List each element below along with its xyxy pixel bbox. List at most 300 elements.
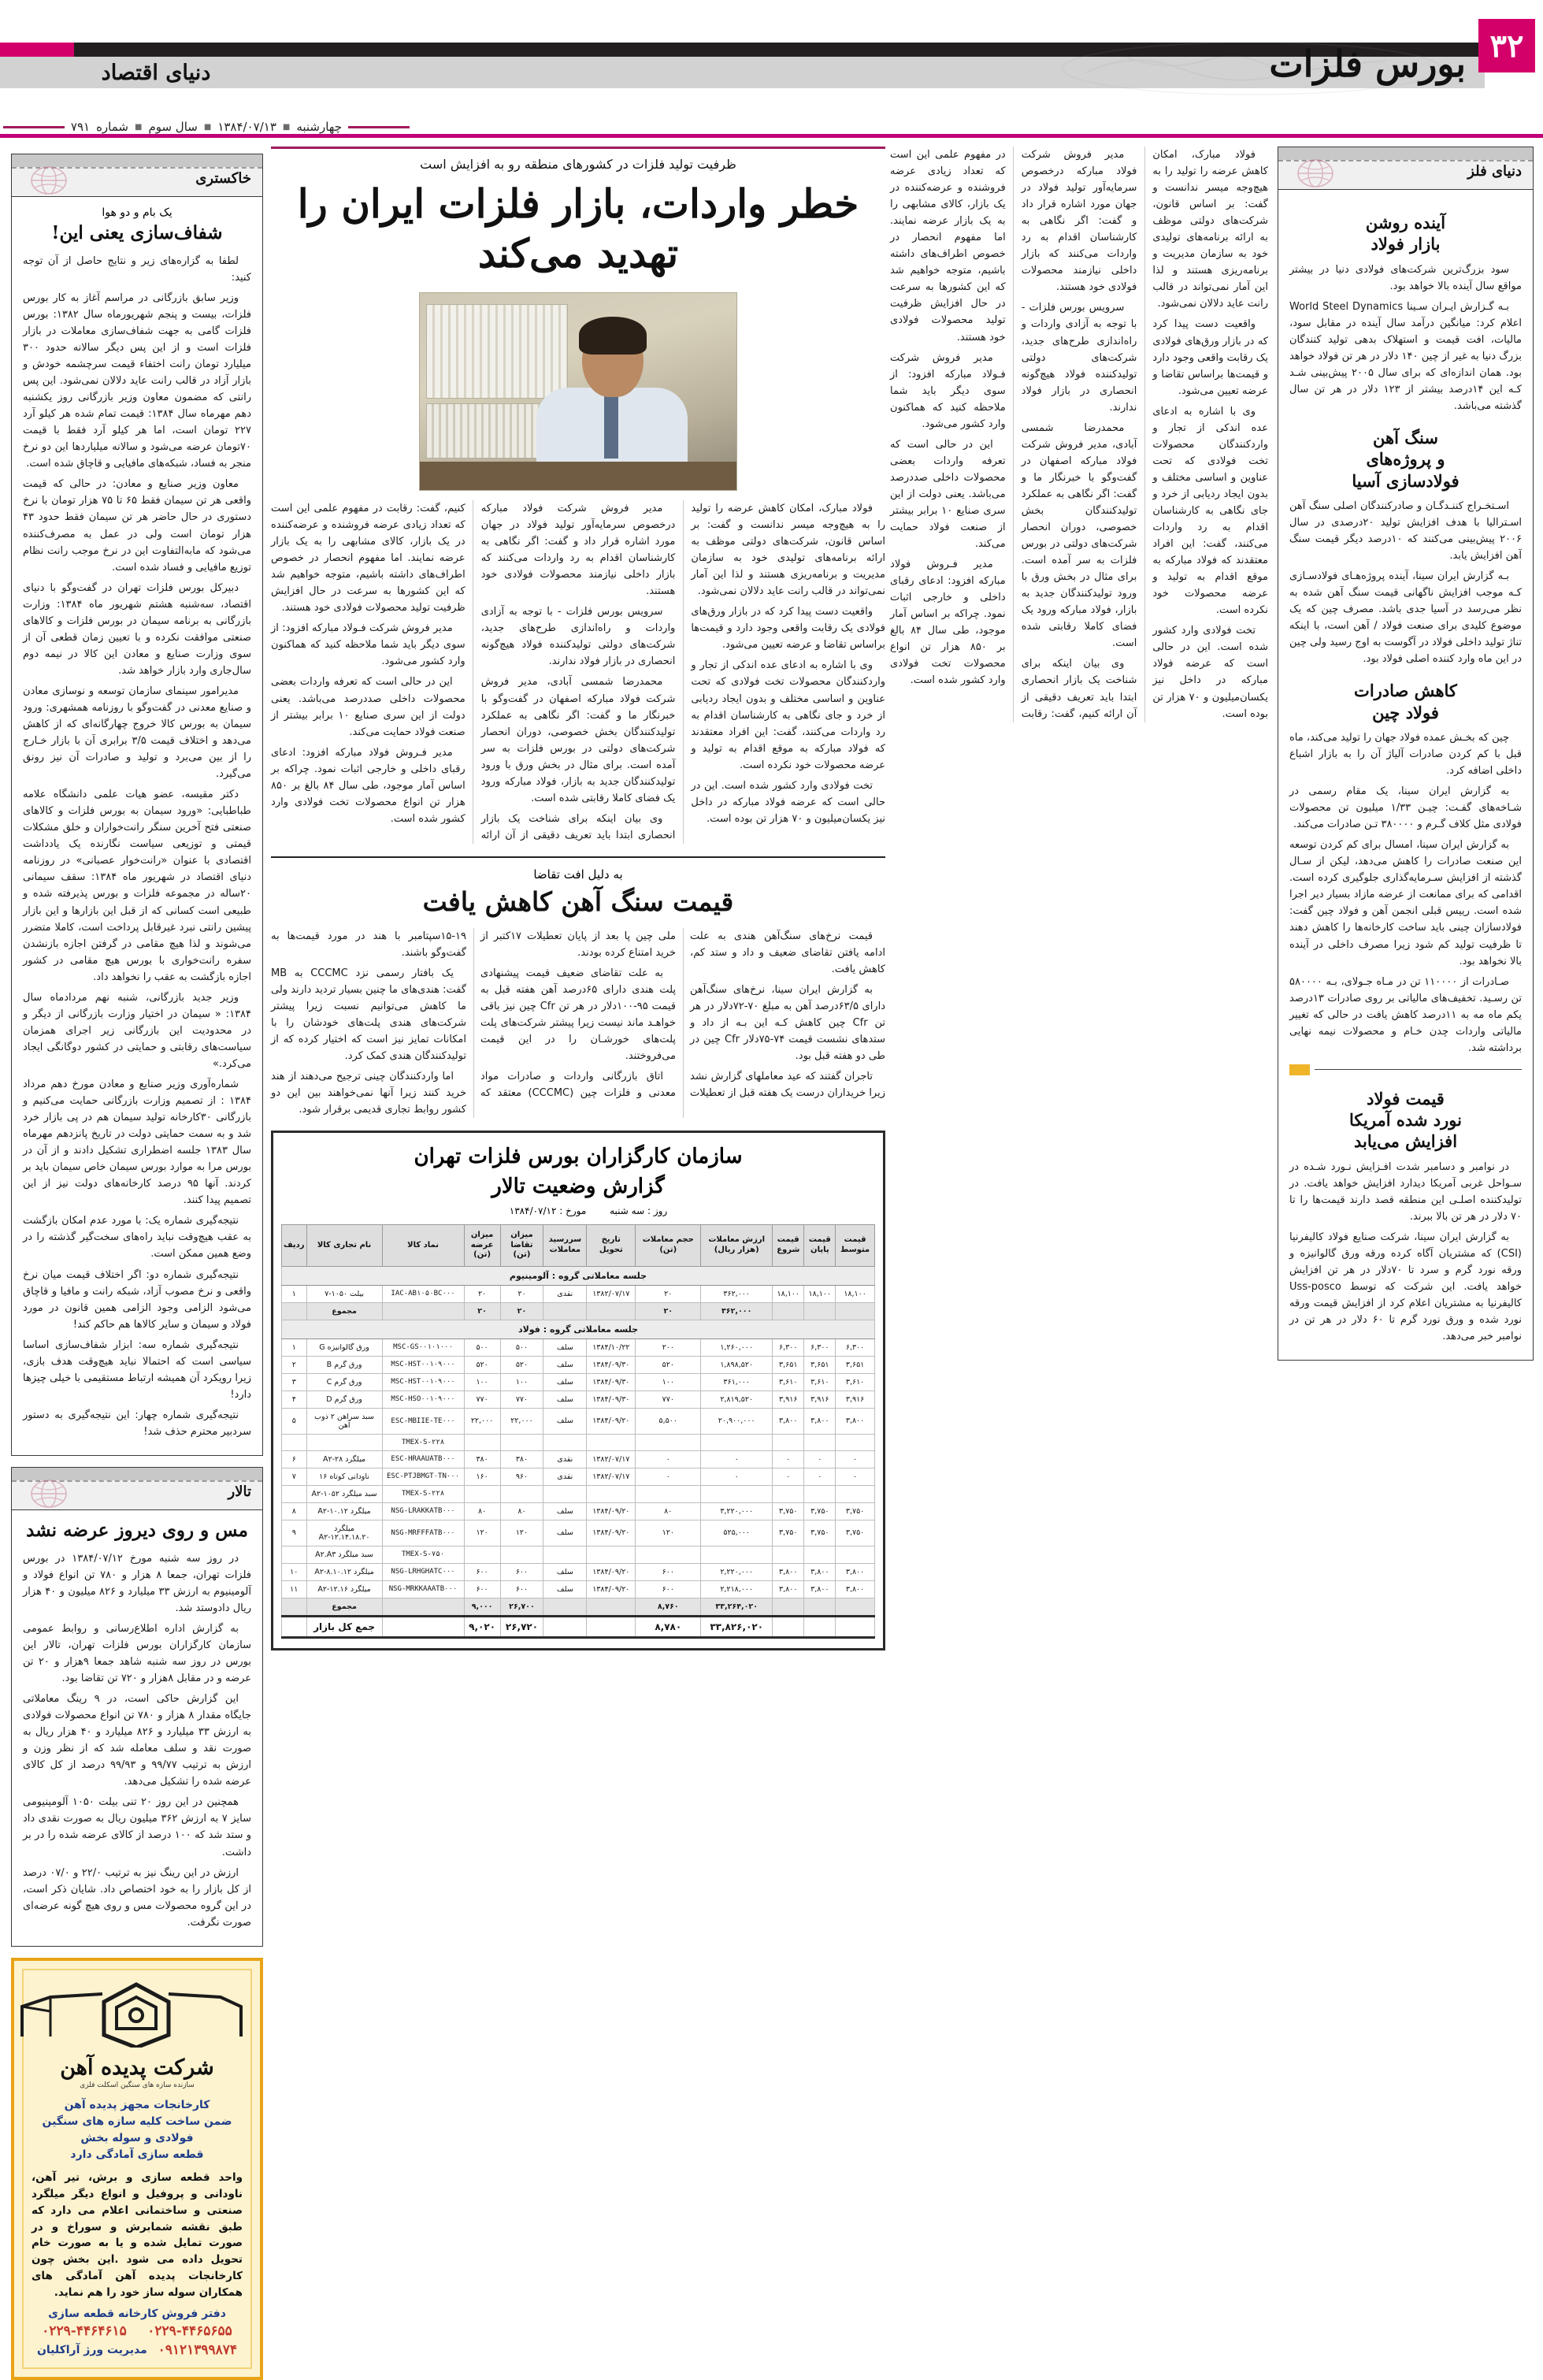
- table-cell: ۵۰۰: [464, 1339, 500, 1356]
- dateline-year: سال سوم: [148, 120, 198, 134]
- paragraph: این گزارش حاکی است، در ۹ رینگ معاملاتی جایگاه مقدار ۸ هزار و ۷۸۰ تن انواع محصولات فولادی به ارزش ۳۳ میلیارد و ۸۲۶ میلیارد و ۴۰ هزار ریال به صورت نقد و سلف معامله شد که از نظر وزن و ارزش به ترتیب ۹۹/۷۷ و ۹۹/۹۳ درصد از کل کالای عرضه شده را تشکیل می‌دهد.: [23, 1693, 251, 1788]
- table-cell: ۵۰۰: [500, 1339, 543, 1356]
- paragraph: نتیجه‌گیری شماره سه: ابزار شفاف‌سازی اساسا سیاسی است که احتمالا نباید هیچ‌وقت هدف بازی، زیرا رویکرد آن همیشه ارتباط مستقیمی با خیلی چیزها دارد!: [23, 1339, 251, 1401]
- paragraph: شماره‌آوری وزیر صنایع و معادن مورخ دهم مرداد ۱۳۸۴ : از تصمیم وزارت بازرگانی حمایت می‌کنیم و بازرگانی ۳۰کارخانه تولید سیمان هم در پی بازار خرد شد و به سمت حمایتی دولت در تاریخ پانزدهم مهرماه سال ۱۳۸۳ جلسه اضطراری تشکیل دادند و از آن در بورس مرا به موارد بورس سیمان خاص سیمان باید بر کردند. آنها ۹۵ درصد کارخانه‌های دولت نیز از این تصمیم پیدا کنند.: [23, 1079, 252, 1207]
- table-cell: IAC-AB۱۰۵۰BC۰۰۰: [382, 1285, 464, 1302]
- paragraph: در روز سه شنبه مورخ ۱۳۸۴/۰۷/۱۲ در بورس فلزات تهران، جمعا ۸ هزار و ۷۸۰ تن انواع فولاد و آلومینیوم به ارزش ۳۳ میلیارد و ۸۲۶ میلیون و ۴۰ هزار ریال دادوستد شد.: [23, 1552, 251, 1614]
- table-cell: ۸۰: [464, 1502, 500, 1520]
- table-cell: ۲۰: [464, 1302, 500, 1320]
- table-date: مورخ : ۱۳۸۴/۰۷/۱۲: [509, 1205, 587, 1217]
- table-cell: NSG-LRHGHATC۰۰۰: [382, 1563, 464, 1580]
- table-cell: NSG-LRAKKATB۰۰۰: [382, 1502, 464, 1520]
- table-cell: میلگرد A۲-۸.۱۰.۱۲: [306, 1563, 382, 1580]
- table-cell: ۱۲۰: [464, 1520, 500, 1546]
- table-cell: ۲۰: [464, 1285, 500, 1302]
- table-summary-row: [282, 1302, 875, 1320]
- table-cell: [836, 1598, 875, 1616]
- table-cell: سلف: [543, 1373, 587, 1390]
- table-cell: ۳,۷۵۰: [804, 1520, 836, 1546]
- table-title-line-2: گزارش وضعیت تالار: [491, 1175, 665, 1199]
- table-cell: ۱۳۸۴/۰۹/۲۰: [587, 1563, 636, 1580]
- table-cell: نقدی: [543, 1285, 587, 1302]
- table-col-header: میزان عرضه (تن): [464, 1225, 500, 1267]
- table-cell: ۵,۵۰۰: [636, 1408, 701, 1434]
- table-col-header: ردیف: [282, 1225, 307, 1267]
- table-cell: ۳,۶۱۰: [836, 1373, 875, 1390]
- table-cell: ۶۰۰: [500, 1563, 543, 1580]
- table-cell: ۳: [282, 1373, 307, 1390]
- table-cell: ۱: [282, 1285, 307, 1302]
- table-cell: [836, 1485, 875, 1502]
- paragraph: تاجران گفتند که عید معاملهای گزارش نشد زیرا خریداران درست یک هفته قبل از تعطیلات ملی چین پا بعد از پایان تعطیلات ۱۷کتبر از خرید امتناع کرده بودند.: [480, 930, 885, 1100]
- table-cell: [587, 1302, 636, 1320]
- yellow-square-icon: [1289, 1064, 1310, 1075]
- table-cell: ۱۳۸۴/۰۹/۳۰: [587, 1390, 636, 1408]
- table-cell: ۵۲۰: [464, 1356, 500, 1373]
- table-cell: سبد سراهن ۲ ذوب آهن: [306, 1408, 382, 1434]
- table-row: [282, 1502, 875, 1520]
- table-cell: [500, 1485, 543, 1502]
- table-cell: ۳۸۰: [464, 1450, 500, 1468]
- table-cell: [587, 1616, 636, 1637]
- advert-phone-2: ۰۲۲۹-۴۴۶۴۶۱۵: [42, 2323, 127, 2340]
- sidebar-paragraph: بـه گـزارش ایـران سـینا World Steel Dynamics اعلام کرد: میانگین درآمد سال آینده در مقابل سود، مالیات، افت قیمت و استهلاک بدهی تولید کنندگان بزرگ دنیا به غیر از چین ۱۴۰ دلار در هر تن فولاد خواهد بود. همان اندازه‌ای که برای سال ۲۰۰۵ پیش‌بینی شـد کـه این ۱۴درصد بیشتر از ۱۲۳ دلار در هر تن سال گذشته می‌باشد.: [1289, 300, 1522, 412]
- table-cell: ۱۰: [282, 1563, 307, 1580]
- table-cell: [382, 1302, 464, 1320]
- table-cell: ۱: [282, 1339, 307, 1356]
- sidebar-paragraph: اسـتخـراج کننـدگـان و صادرکنندگان اصلی سنگ آهن اسـترالیا با هدف افزایش تولید ۲۰درصدی در سال ۲۰۰۶ پیش‌بینی می‌کنند که ۱۰درصد دیگر قیمت سنگ آهن افزایش یابد.: [1289, 499, 1522, 563]
- table-cell: ۳,۸۰۰: [836, 1563, 875, 1580]
- paragraph: قیمت نرخ‌های سنگ‌آهن هندی به علت ادامه یافتن تقاضای ضعیف و داد و ستد کم، کاهش یافت.: [690, 930, 885, 976]
- far-right-sidebar: [1278, 147, 1534, 1361]
- table-cell: ۲۲,۰۰۰: [464, 1408, 500, 1434]
- table-cell: مجموع: [306, 1598, 382, 1616]
- table-cell: [587, 1434, 636, 1450]
- advert-phone-row: [32, 2323, 243, 2339]
- table-cell: ۹,۰۲۰: [464, 1616, 500, 1637]
- table-cell: ۰: [804, 1450, 836, 1468]
- talar-label: تالار: [228, 1483, 251, 1500]
- table-cell: ۳۶۲,۰۰۰: [701, 1285, 773, 1302]
- table-cell: ۰: [636, 1468, 701, 1485]
- paragraph: فولاد مبارک، امکان کاهش عرضه را تولید را به هیچ‌وجه میسر ندانست و گفت: بر اساس قانون، شرکت‌های دولتی موظف به ارائه برنامه‌های تولیدی خود به سازمان مدیریت و برنامه‌ریزی هستند و لذا این آمار نمی‌تواند در قالب رانت عاید دلالان نمی‌شود.: [691, 503, 885, 598]
- table-group-label: جلسه معاملاتی گروه : آلومینیوم: [282, 1266, 875, 1285]
- table-cell: ۱۶۰: [464, 1468, 500, 1485]
- table-cell: [773, 1546, 804, 1563]
- table-cell: ۰: [636, 1450, 701, 1468]
- right-column-body: [890, 147, 1268, 722]
- paragraph: نتیجه‌گیری شماره یک: با مورد عدم امکان بازگشت به عقب هیچ‌وقت نباید راه‌های سخت‌گیر گذشته را در وضع همین ممکن است.: [23, 1215, 251, 1261]
- bourse-table-panel: [271, 1131, 885, 1650]
- paragraph: مدیر فروش شرکت فـولاد مبارکه افزود: از سوی دیگر باید شما ملاحظه کنید که هماکنون وارد کشور می‌شود.: [271, 622, 465, 668]
- table-cell: ۲۰: [636, 1285, 701, 1302]
- table-cell: ۵۲۰: [636, 1356, 701, 1373]
- table-cell: ۲,۸۱۹,۵۲۰: [701, 1390, 773, 1408]
- table-cell: [282, 1546, 307, 1563]
- table-cell: ۰: [804, 1468, 836, 1485]
- table-cell: [836, 1434, 875, 1450]
- table-cell: ۱۸,۱۰۰: [804, 1285, 836, 1302]
- table-group-header: [282, 1266, 875, 1285]
- table-cell: [500, 1434, 543, 1450]
- sidebar-paragraph: در نوامبر و دسامبر شدت افـزایش نـورد شـده در سـواحل غربی آمریکا دیدارد افزایش خواهد یافت. در تولیدکننده اصلـی این منطقه قصد دارند قیمت‌ها را تا ۷۰ دلار در هر تن بالا ببرند.: [1289, 1160, 1522, 1223]
- table-col-header: سررسید معاملات: [543, 1225, 587, 1267]
- table-cell: ۶۰۰: [464, 1580, 500, 1598]
- sidebar-paragraph: به گزارش ایران سینا، یک مقام رسمی در شـاخه‌های گفـت: چیـن ۱/۳۳ میلیون تن محصولات فولادی مثل کلاف گـرم و ۳۸۰۰۰۰ تـن صادرات می‌کند.: [1289, 785, 1522, 831]
- table-cell: ۰: [701, 1468, 773, 1485]
- table-cell: سلف: [543, 1520, 587, 1546]
- table-cell: ۶۰۰: [636, 1563, 701, 1580]
- globe-icon: [1293, 158, 1338, 188]
- table-cell: ۲,۲۲۰,۰۰۰: [701, 1563, 773, 1580]
- table-cell: ۷۷۰: [500, 1390, 543, 1408]
- sidebar-paragraph: چین که بخـش عمده فولاد جهان را تولید می‌کند، ماه قبل با کم کردن صادرات آلیاژ آن را به بازار اشباع داخلی اضافه کرد.: [1289, 731, 1522, 778]
- masthead-bottom-rule: [0, 134, 1543, 138]
- sidebar-paragraph: به گزارش ایران سینا، امسال برای کم کردن توسعه این صنعت صادرات را کاهش می‌دهد، لیکن از سـال گذشته از افزایش سـرمایه‌گذاری جلوگیری کرده است. اقدامی که برای ممانعت از عرضه مازاد بسیار دیر اجرا شده است. رییس قبلی انجمن آهن و فولاد چین گفت: فولادسازان چینی باید ساخت کارخانه‌ها را کاهش دهند تا ظرفیت تولید کم شود زیرا مصرف داخلی در آینده بالا نخواهد بود.: [1289, 839, 1522, 967]
- table-cell: [773, 1616, 804, 1637]
- sidebar-rule-mark: [1289, 1064, 1522, 1075]
- table-cell: [282, 1485, 307, 1502]
- masthead-pink-block: [0, 43, 74, 57]
- table-cell: [773, 1434, 804, 1450]
- table-cell: ۳,۹۱۶: [836, 1390, 875, 1408]
- table-cell: [636, 1434, 701, 1450]
- paragraph: دکتر مقیسه، عضو هیات علمی دانشگاه علامه طباطبایی: «ورود سیمان به بورس فلزات و کالاهای صنعتی فتح آخرین سنگر رانت‌خواران و خلق مشکلات قیمتی و توزیعی سیاست نگارنده یک یادداشت اقتصادی با عنوان «رانت‌خوار عصبانی» در روزنامه دنیای اقتصاد در شهریور ماه ۱۳۸۴: سقف سیمانی ۲۰ساله در مجموعه فلزات و بورس پذیرفته شده و طبیعی است کسانی که از قبل این بازارها و این بازار پیشین رانتی نبرد غیرقابل پرداخت است، کاملا متضرر می‌شوند و لذا هیچ مقامی در گرفتن اجازه بازنشدن سفره رانت‌خواری با بورس هیچ مقامی در کشور اجازه بازگشت به عقب را نخواهد داد.: [23, 789, 251, 983]
- paragraph: نتیجه‌گیری شماره چهار: این نتیجه‌گیری به دستور سردبیر محترم حذف شد!: [23, 1409, 251, 1438]
- table-cell: ۲: [282, 1356, 307, 1373]
- table-cell: ۱۳۸۲/۰۷/۱۷: [587, 1285, 636, 1302]
- table-row: [282, 1520, 875, 1546]
- lead-top-rule: [271, 147, 885, 149]
- khakestari-kicker: یک بام و دو هوا: [102, 206, 172, 219]
- donyaye-felez-label: دنیای فلز: [1467, 163, 1522, 180]
- table-cell: ۵۲۵,۰۰۰: [701, 1520, 773, 1546]
- table-cell: ۳,۸۰۰: [836, 1408, 875, 1434]
- table-cell: سلف: [543, 1580, 587, 1598]
- table-cell: TMEX-S-۲۲۸: [382, 1434, 464, 1450]
- table-cell: ورق گرم C: [306, 1373, 382, 1390]
- paragraph: یک بافتار رسمی نزد CCCMC به MB گفت: هندی‌های ما چنین بسیار تردید دارند ولی ما کاهش می‌توانیم نسبت زیرا پیشتر شرکت‌های هندی پلت‌های خودشان را با امکانات تمایز نیز است که اختیار کرده که از تولیدکنندگان هندی کمک کرد.: [271, 967, 466, 1063]
- table-cell: [804, 1485, 836, 1502]
- table-cell: ۲۰,۹۰۰,۰۰۰: [701, 1408, 773, 1434]
- talar-panel-body: [12, 1510, 262, 1946]
- table-cell: ۳,۸۰۰: [773, 1563, 804, 1580]
- paper-logo: دنیای اقتصاد: [101, 61, 211, 85]
- table-cell: ۶۰۰: [464, 1563, 500, 1580]
- table-cell: [804, 1546, 836, 1563]
- table-group-header: [282, 1320, 875, 1339]
- paragraph: وی با اشاره به ادعای عده اندکی از تجار و واردکنندگان محصولات تخت فولادی که تحت عناوین و اساسی مختلف و بدون ایجاد ردیابی از خرد و جای نگاهی به کارشناسان اقدام به رد واردات می‌کنند، گفت: این افراد معتقدند که فولاد مبارکه به موقع اقدام به تولید و عرضه محصولات خود نکرده است.: [1152, 405, 1268, 617]
- table-cell: ۱۳۸۴/۰۹/۲۰: [587, 1580, 636, 1598]
- globe-icon: [26, 165, 72, 195]
- khakestari-panel-header: [12, 154, 262, 197]
- table-group-label: جلسه معاملاتی گروه : فولاد: [282, 1320, 875, 1339]
- table-cell: ۷۷۰: [636, 1390, 701, 1408]
- table-grand-total-row: [282, 1616, 875, 1637]
- table-row: [282, 1339, 875, 1356]
- table-cell: ۸,۷۶۰: [636, 1598, 701, 1616]
- table-cell: مجموع: [306, 1302, 382, 1320]
- table-cell: [382, 1616, 464, 1637]
- table-row: [282, 1546, 875, 1563]
- table-cell: ۳,۶۵۱: [804, 1356, 836, 1373]
- advert-line-3: قطعه سازی آمادگی دارد: [70, 2148, 204, 2161]
- lead-body-columns: [271, 500, 885, 844]
- lead-photo: [419, 292, 737, 491]
- paragraph: وی با اشاره به ادعای عده اندکی از تجار و واردکنندگان محصولات تخت فولادی که تحت عناوین و اساسی مختلف و بدون ایجاد ردیابی از خرد و جای نگاهی به کارشناسان اقدام به رد واردات می‌کنند، گفت: این افراد معتقدند که فولاد مبارکه به موقع اقدام به تولید و عرضه محصولات خود نکرده است.: [691, 659, 885, 771]
- table-cell: ۲,۲۱۸,۰۰۰: [701, 1580, 773, 1598]
- table-cell: ۱۳۸۴/۱۰/۲۲: [587, 1339, 636, 1356]
- paragraph: مدیر فـروش فولاد مبارکه افزود: ادعای رقبای داخلی و خارجی اثبات نمود. چراکه بر اساس آمار موجود، طی سال ۸۴ بالغ بر ۸۵۰ هزار تن انواع محصولات تخت فولادی وارد کشور شده است.: [271, 746, 465, 825]
- paragraph: به گزارش ایران سینا، نرخ‌های سنگ‌آهن دارای ۶۳/۵درصد آهن به مبلغ ۷۰-۷۲دلار در هر تن Cfr چین کاهش کـه این بـه از داد و ستدهای نشست قیمت ۷۴-۷۵دلار Cfr چین در طی دو هفته قبل بود.: [690, 984, 885, 1063]
- table-cell: [306, 1434, 382, 1450]
- paragraph: به علت تقاضای ضعیف قیمت پیشنهادی پلت هندی دارای ۶۵درصد آهن هفته قبل به قیمت ۹۵-۱۰۰دلار در هر تن Cfr چین نیز باقی خواهـد ماند نیست زیرا پیشتر شرکت‌های پلت پلت‌های خورشـان را در این قیمت می‌فروختند.: [480, 967, 676, 1063]
- sidebar-article-headline: کاهش صادرات فولاد چین: [1354, 681, 1457, 722]
- paragraph: سرویس بورس فلزات - با توجه به آزادی واردات و راه‌اندازی طرح‌های جدید، شرکت‌های دولتی تولیدکننده فولاد هیچ‌گونه انحصاری در بازار فولاد ندارند.: [1021, 302, 1137, 414]
- table-cell: [543, 1485, 587, 1502]
- lead-kicker: ظرفیت تولید فلزات در کشورهای منطقه رو به افزایش است: [420, 157, 736, 172]
- paragraph: واقعیت دست پیدا کرد که در بازار ورق‌های فولادی یک رقابت واقعی وجود دارد و قیمت‌ها براساس تقاضا و عرضه تعیین می‌شود.: [1152, 318, 1268, 397]
- table-cell: [464, 1485, 500, 1502]
- sidebar-paragraph: به گزارش ایران سینا، شرکت صنایع فولاد کالیفرنیا (CSI) که مشتریان آگاه کرده ورقه ورق گالوانیزه و ورقه نورد گرم و سرد تا ۷۰دلار در هر تن افزایش خواهد یافت. این شرکت که توسط Uss-posco کالیفرنیا به مشتریان اعلام کرد از افزایش قیمت ورقه نورد شده و ورق نورد گرم تا ۶۰ دلار در هر تن در نوامبر خبر می‌دهد.: [1289, 1231, 1522, 1343]
- photo-person-tie: [604, 392, 618, 459]
- table-cell: [701, 1485, 773, 1502]
- talar-headline: مس و روی دیروز عرضه نشد: [26, 1519, 248, 1541]
- table-cell: ۳,۷۵۰: [836, 1520, 875, 1546]
- factory-logo-icon: [32, 1980, 243, 2051]
- table-cell: ۱۳۸۴/۰۹/۳۰: [587, 1373, 636, 1390]
- mid-headline: قیمت سنگ آهن کاهش یافت: [422, 886, 734, 917]
- table-row: [282, 1580, 875, 1598]
- table-col-header: میزان تقاضا (تن): [500, 1225, 543, 1267]
- table-cell: [382, 1598, 464, 1616]
- dateline-issue-number: ۷۹۱: [70, 120, 91, 134]
- paragraph: همچنین در این روز ۲۰ تنی بیلت ۱۰۵۰ آلومینیومی سایز ۷ به ارزش ۳۶۲ میلیون ریال به صورت نقدی داد و ستد شد که ۱۰۰ درصد از کالای عرضه شده را در بر داشت.: [23, 1796, 251, 1858]
- paragraph: به گزارش اداره اطلاع‌رسانی و روابط عمومی سازمان کارگزاران بورس فلزات تهران، تالار این بورس در روز سه شنبه شاهد جمعا ۹هزار و ۲۰ تن عرضه و در مقابل ۸هزار و ۷۲۰ تن تقاضا بود.: [23, 1622, 251, 1685]
- table-row: [282, 1485, 875, 1502]
- table-cell: MSC-HST۰۰۱۰۹۰۰۰: [382, 1373, 464, 1390]
- table-cell: [804, 1616, 836, 1637]
- table-cell: ۳,۸۰۰: [773, 1408, 804, 1434]
- table-cell: ۶: [282, 1450, 307, 1468]
- table-cell: ۶,۳۰۰: [804, 1339, 836, 1356]
- paragraph: وزیر جدید بازرگانی، شنبه نهم مردادماه سال ۱۳۸۴: « سیمان در اختیار وزارت بازرگانی از دیگر و در محدودیت این بازرگانی زیر اجرای همزمان سیاست‌های رقابتی و حمایتی در کشور دوگانگی ایجاد می‌کرد.»: [23, 991, 251, 1070]
- table-cell: ۳۶۱,۰۰۰: [701, 1373, 773, 1390]
- table-cell: ۳,۷۵۰: [836, 1502, 875, 1520]
- table-cell: ۰: [701, 1450, 773, 1468]
- advert-department: دفتر فروش کارخانه قطعه سازی: [48, 2308, 226, 2321]
- table-cell: سبد میلگرد A۲.A۳: [306, 1546, 382, 1563]
- right-text-column: [890, 147, 1268, 722]
- table-cell: [701, 1434, 773, 1450]
- sidebar-paragraph: سود بزرگ‌ترین شرکت‌های فولادی دنیا در بیشتر مواقع سال آینده بالا خواهد بود.: [1289, 263, 1522, 292]
- paragraph: فولاد مبارک، امکان کاهش عرضه را تولید را به هیچ‌وجه میسر ندانست و گفت: بر اساس قانون، شرکت‌های دولتی موظف به ارائه برنامه‌های تولیدی خود به سازمان مدیریت و برنامه‌ریزی هستند و لذا این آمار نمی‌تواند در قالب رانت عاید دلالان نمی‌شود.: [1152, 149, 1268, 310]
- table-cell: [282, 1302, 307, 1320]
- bourse-table-head: [282, 1225, 875, 1267]
- table-cell: ۳۳,۲۶۴,۰۲۰: [701, 1598, 773, 1616]
- table-cell: ۲۲,۰۰۰: [500, 1408, 543, 1434]
- advert-inner: [22, 1969, 252, 2369]
- table-header-row: [282, 1225, 875, 1267]
- table-cell: ۱۳۸۴/۰۹/۲۰: [587, 1520, 636, 1546]
- table-cell: ۳,۶۱۰: [804, 1373, 836, 1390]
- talar-panel: [11, 1467, 263, 1947]
- table-cell: ۵۲۰: [500, 1356, 543, 1373]
- table-col-header: قیمت شروع: [773, 1225, 804, 1267]
- paragraph: مدیر فروش شرکت فولاد مبارکه درخصوص سرمایه‌آور تولید فولاد در جهان مورد اشاره قرار داد و گفت: اگر نگاهی به کارشناسان اقدام به رد واردات می‌کنند که بازار داخلی نیازمند محصولات فولادی خود هستند.: [1021, 149, 1137, 294]
- table-cell: [804, 1598, 836, 1616]
- paragraph: ارزش در این رینگ نیز به ترتیب ۲۲/۰ و ۰۷/۰ درصد از کل بازار را به خود اختصاص داد. شایان ذکر است، در این گروه محصولات مس و روی هیچ گونه عرضه‌ای صورت نگرفت.: [23, 1866, 251, 1929]
- talar-panel-header: [12, 1468, 262, 1510]
- table-cell: ۳,۷۵۰: [773, 1520, 804, 1546]
- table-cell: سلف: [543, 1408, 587, 1434]
- paragraph: مدیر فروش شرکت فولاد مبارکه درخصوص سرمایه‌آور تولید فولاد در جهان مورد اشاره قرار داد و گفت: اگر نگاهی به کارشناسان اقدام به رد واردات می‌کنند که بازار داخلی نیازمند محصولات فولادی خود هستند.: [480, 503, 676, 598]
- paragraph: مدیر فـروش فولاد مبارکه افزود: ادعای رقبای داخلی و خارجی اثبات نمود. چراکه بر اساس آمار موجود، طی سال ۸۴ بالغ بر ۸۵۰ هزار تن انواع محصولات تخت فولادی وارد کشور شده است.: [890, 559, 1006, 687]
- dateline-rule-left: [3, 126, 65, 128]
- paragraph: مدیرامور سینمای سازمان توسعه و نوسازی معادن و صنایع معدنی در گفت‌وگو با روزنامه همشهری: ورود سیمان به بورس کالا خروج چهارگانه‌ای که از کاهش می‌دهد و اختلاف قیمت ۳/۵ برابری آن با بازار خـارج را از بین می‌برد و تولید و صادرات آن نیز رونق می‌گیرد.: [23, 685, 251, 781]
- advert-body: واحد قطعه سازی و برش، تیر آهن، ناودانی و پروفیل و انواع دیگر میلگرد صنعتی و ساختمانی اعلام می دارد که طبق نقشه شمابرش و سوراخ و در صورت تمایل شده و یا به صورت خام تحویل داده می شود .این بخش چون کارخانجات پدیده آهن آمادگی های همکاران سوله ساز خود را هم نماید.: [32, 2170, 243, 2300]
- table-cell: ۲۶,۷۲۰: [500, 1616, 543, 1637]
- table-cell: TMEX-S-۷۵۰: [382, 1546, 464, 1563]
- table-cell: NSG-MRFFFATB۰۰۰: [382, 1520, 464, 1546]
- table-cell: ۱۱: [282, 1580, 307, 1598]
- table-cell: ۱۰۰: [636, 1373, 701, 1390]
- table-cell: [701, 1546, 773, 1563]
- table-cell: ۶,۳۰۰: [836, 1339, 875, 1356]
- table-cell: [773, 1598, 804, 1616]
- table-cell: ۲۰: [500, 1302, 543, 1320]
- table-cell: ۹,۰۰۰: [464, 1598, 500, 1616]
- paragraph: این در حالی است که تعرفه واردات بعضی محصولات داخلی صددرصد می‌باشد. یعنی دولت از این سری صنایع ۱۰ برابر بیشتر از صنعت فولاد حمایت می‌کند.: [271, 676, 465, 738]
- table-cell: ۱,۸۹۸,۵۲۰: [701, 1356, 773, 1373]
- dateline-square-icon: ■: [282, 122, 291, 132]
- table-cell: TMEX-S-۲۲۸: [382, 1485, 464, 1502]
- table-cell: ۶۰۰: [636, 1580, 701, 1598]
- table-cell: ۳,۸۰۰: [836, 1580, 875, 1598]
- table-cell: MSC-GS۰۰۱۰۱۰۰۰: [382, 1339, 464, 1356]
- paragraph: محمدرضا شمسی آبادی، مدیر فروش شرکت فولاد مبارکه اصفهان در گفت‌وگو با خبرنگار ما و گفت: اگر نگاهی به عملکرد تولیدکنندگان بخش خصوصی، دوران انحصار شرکت‌های دولتی در بورس فلزات به سر آمده است. برای مثال در بخش ورق با ورود تولیدکنندگان جدید به بازار، فولاد مبارکه ورود یک فضای کاملا رقابتی شده است.: [1021, 421, 1137, 650]
- table-cell: میلگرد A۲-۱۰.۱۲: [306, 1502, 382, 1520]
- table-cell: ۳,۷۵۰: [804, 1502, 836, 1520]
- globe-icon: [26, 1479, 72, 1509]
- table-cell: ۰: [836, 1468, 875, 1485]
- paragraph: این در حالی است که تعرفه واردات بعضی محصولات داخلی صددرصد می‌باشد. یعنی دولت از این سری صنایع ۱۰ برابر بیشتر از صنعت فولاد حمایت می‌کند.: [890, 438, 1006, 551]
- table-col-header: نماد کالا: [382, 1225, 464, 1267]
- table-col-header: نام تجاری کالا: [306, 1225, 382, 1267]
- table-cell: ۳۳,۸۲۶,۰۲۰: [701, 1616, 773, 1637]
- table-cell: [836, 1302, 875, 1320]
- dateline-issue-label: شماره: [96, 120, 128, 134]
- table-cell: ورق گرم B: [306, 1356, 382, 1373]
- advert-company-name: شرکت پدیده آهن: [60, 2055, 214, 2080]
- table-cell: ۰: [773, 1450, 804, 1468]
- photo-shelf-upper: [426, 304, 568, 399]
- table-cell: [543, 1616, 587, 1637]
- table-cell: ۱۳۸۴/۰۹/۲۰: [587, 1408, 636, 1434]
- sidebar-paragraph: بـه گزارش ایران سینا، آینده پروژه‌هـای فولادسـازی کـه موجب افزایش ناگهانی قیمت سنگ آهن شده به نظر می‌رسد در آسیا جدی باشد. مصرف چین که یک موضوع کلیدی برای صنعت فولاد / آهن است، با اینکه تناژ تولید داخلی فولاد در آگوست به اوج رسید ولی چین در این ماه وارد کننده اصلی فولاد بود.: [1289, 570, 1522, 666]
- advert-phone-1: ۰۲۲۹-۴۴۶۵۶۵۵: [147, 2323, 232, 2340]
- sidebar-article-headline: آینده روشن بازار فولاد: [1365, 213, 1446, 254]
- sidebar-article-headline: قیمت فولاد نورد شده آمریکا افزایش می‌یابد: [1349, 1088, 1462, 1152]
- table-cell: [464, 1434, 500, 1450]
- table-cell: ۱۳۸۲/۰۷/۱۷: [587, 1468, 636, 1485]
- table-col-header: ارزش معاملات (هزار ریال): [701, 1225, 773, 1267]
- table-cell: [773, 1302, 804, 1320]
- table-cell: میلگرد A۲-۲۸: [306, 1450, 382, 1468]
- table-cell: MSC-HSO۰۰۱۰۹۰۰۰: [382, 1390, 464, 1408]
- table-cell: ۲۰: [636, 1302, 701, 1320]
- table-cell: ۸۰: [500, 1502, 543, 1520]
- table-row: [282, 1373, 875, 1390]
- table-cell: ESC-MBIIE-TE۰۰۰: [382, 1408, 464, 1434]
- table-cell: ۹۶۰: [500, 1468, 543, 1485]
- table-cell: [587, 1546, 636, 1563]
- khakestari-panel: [11, 154, 263, 1456]
- dateline-date: ۱۳۸۴/۰۷/۱۳: [217, 120, 276, 134]
- table-row: [282, 1563, 875, 1580]
- table-cell: سبد میلگرد A۲-۱۰۵۲: [306, 1485, 382, 1502]
- khakestari-label: خاکستری: [195, 170, 251, 187]
- photo-shelf-lower: [426, 403, 544, 459]
- lead-headline: خطر واردات، بازار فلزات ایران را تهدید می‌کند: [297, 180, 859, 277]
- table-cell: ورق گرم D: [306, 1390, 382, 1408]
- table-cell: [636, 1485, 701, 1502]
- table-cell: سلف: [543, 1339, 587, 1356]
- paragraph: وزیر سابق بازرگانی در مراسم آغاز به کار بورس فلزات، بیست و پنجم شهریورماه سال ۱۳۸۲: بورس فلزات گامی به جهت شفاف‌سازی معاملات در بازار فلزات است و از این پس دیگر سالانه حدود ۳۰۰ میلیارد تومان رانت اختفاء قیمت سرچشمه خودش و بازار آزاد در قالب رانت عاید دلالان نمی‌شود. این پس رانتی که مضمون معاون وزیر بازرگانی روز یکشنبه دهم مهرماه سال ۱۳۸۴: قیمت تمام شده هر کیلو آرد ۲۲۷ تومان است، اما هر کیلو آرد فقط با قیمت ۷۰تومان عرضه می‌شود و سالانه میلیاردها این دو نرخ منجر به فساد، شبکه‌های مافیایی و قاچاق شده است.: [23, 291, 251, 470]
- paragraph: لطفا به گزاره‌های زیر و نتایج حاصل از آن توجه کنید:: [23, 254, 251, 284]
- paragraph: اتاق بازرگانی واردات و صادرات مواد معدنی و فلزات چین (CCCMC) معتقد که ۱۹-۱۵سپتامبر با هند در مورد قیمت‌ها به گفت‌وگو باشند.: [271, 930, 676, 1100]
- table-cell: [500, 1546, 543, 1563]
- advert-contact-name: مدیریت ورژ آراکلیان: [36, 2344, 147, 2357]
- table-cell: [543, 1598, 587, 1616]
- table-cell: [587, 1598, 636, 1616]
- table-col-header: تاریخ تحویل: [587, 1225, 636, 1267]
- paragraph: دبیرکل بورس فلزات تهران در گفت‌وگو با دنیای اقتصاد، سه‌شنبه هشتم شهریور ماه ۱۳۸۴: وزارت بازرگانی به برنامه سیمان در بورس فلزات و کالاهای صنعتی موافقت نکرده و با تعیین زمان قطعی آن از سوی وزارت صنایع و معادن این کالا در نیمه دوم سال‌جاری وارد بازار خواهد شد.: [23, 581, 251, 677]
- table-cell: سلف: [543, 1390, 587, 1408]
- table-cell: NSG-MRKKAAATB۰۰۰: [382, 1580, 464, 1598]
- advert-line-2: ضمن ساخت کلیه سازه های سنگین فولادی و سوله بخش: [42, 2115, 232, 2144]
- table-cell: ۰: [773, 1468, 804, 1485]
- paragraph: معاون وزیر صنایع و معادن: در حالی که قیمت واقعی هر تن سیمان فقط ۶۵ تا ۷۵ هزار تومان با نرخ دستوری در حال حاضر هر تن سیمان فقط حدود ۴۳ هزار تومان است ولی در عمل به مصرف‌کننده می‌شود که مابه‌التفاوت این در نرخ موجب رانت نظام توزیع مافیایی و فساد شده است.: [23, 478, 252, 574]
- table-col-header: حجم معاملات (تن): [636, 1225, 701, 1267]
- advert-line-1: کارخانجات مجهز پدیده آهن: [64, 2098, 210, 2111]
- mid-kicker: به دلیل افت تقاضا: [533, 867, 623, 882]
- table-cell: ۱,۲۶۰,۰۰۰: [701, 1339, 773, 1356]
- table-cell: [464, 1546, 500, 1563]
- table-cell: ۳۶۲,۰۰۰: [701, 1302, 773, 1320]
- advert-tagline: سازنده سازه های سنگین اسکلت فلزی: [80, 2081, 195, 2089]
- table-cell: ۱۸,۱۰۰: [836, 1285, 875, 1302]
- table-col-header: قیمت پایان: [804, 1225, 836, 1267]
- bourse-table: [281, 1224, 875, 1639]
- table-cell: ۶,۳۰۰: [773, 1339, 804, 1356]
- table-cell: [543, 1546, 587, 1563]
- sidebar-article-headline: سنگ آهن و پروژه‌های فولادسازی آسیا: [1352, 428, 1460, 491]
- table-cell: ۳,۹۱۶: [773, 1390, 804, 1408]
- photo-desk: [420, 462, 736, 490]
- table-cell: ۳,۸۰۰: [804, 1408, 836, 1434]
- table-row: [282, 1434, 875, 1450]
- table-cell: [804, 1434, 836, 1450]
- table-cell: ESC-PTJBMGT۰TN۰۰۰: [382, 1468, 464, 1485]
- dateline-square-icon: ■: [134, 122, 143, 132]
- table-cell: ۱۸,۱۰۰: [773, 1285, 804, 1302]
- table-cell: ۳۸۰: [500, 1450, 543, 1468]
- table-col-header: قیمت متوسط: [836, 1225, 875, 1267]
- masthead: [0, 0, 1543, 138]
- table-subtitle: [281, 1205, 875, 1216]
- paragraph: وی بیان اینکه برای شناخت یک بازار انحصاری ابتدا باید تعریف دقیقی از آن ارائه کنیم، گفت: رقابت در مفهوم علمی این است که تعداد زیادی عرضه فروشنده و عرضه‌کننده در یک بازار، کالای مشابهی را به یک بازار عرضه نمایند. اما مفهوم انحصار در خصوص اطراف‌های داشته باشیم، متوجه خواهیم شد که این کشورها به سرعت در حال افزایش ظرفیت تولید محصولات فولادی خود هستند.: [271, 503, 676, 841]
